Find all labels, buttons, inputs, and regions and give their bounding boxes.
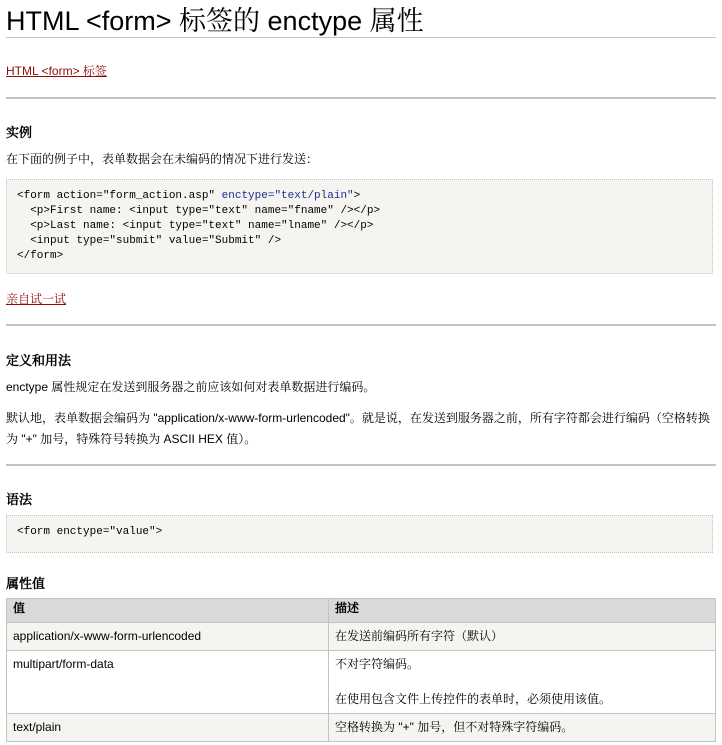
attribute-value-cell (7, 714, 329, 742)
syntax-code-block: <form enctype="value"> (6, 515, 713, 553)
code-line (17, 220, 373, 232)
divider (6, 464, 716, 466)
table-row (7, 651, 716, 714)
example-intro: 在下面的例子中，表单数据会在未编码的情况下进行发送： (6, 152, 319, 166)
column-header-description: 描述 (329, 599, 716, 623)
code-text: <p>Last name: <input type="text" name="lname" /></p> (17, 220, 374, 232)
code-line (17, 235, 281, 247)
divider (6, 324, 716, 326)
form-tag-link[interactable]: HTML <form> 标签 (6, 64, 107, 78)
attribute-value-cell (7, 651, 329, 714)
definition-heading: 定义和用法 (6, 353, 72, 368)
attribute-values-heading: 属性值 (6, 576, 46, 591)
attribute-description-cell (329, 714, 716, 742)
table-header-row (7, 599, 716, 623)
syntax-heading: 语法 (6, 492, 33, 507)
column-header-value: 值 (7, 599, 329, 623)
code-line (17, 250, 63, 262)
attribute-description-cell (329, 623, 716, 651)
example-code-block (6, 179, 713, 274)
divider (6, 97, 716, 99)
table-row (7, 623, 716, 651)
definition-paragraph-1: enctype 属性规定在发送到服务器之前应该如何对表单数据进行编码。 (6, 380, 376, 394)
attribute-description: 不对字符编码。 (335, 657, 420, 671)
attribute-value: application/x-www-form-urlencoded (13, 629, 202, 643)
page-title: HTML <form> 标签的 enctype 属性 (6, 0, 716, 38)
try-it-link[interactable]: 亲自试一试 (6, 292, 67, 306)
code-text: </form> (17, 250, 64, 262)
attribute-value-cell (7, 623, 329, 651)
attribute-description: 在使用包含文件上传控件的表单时，必须使用该值。 (335, 692, 612, 706)
code-text: <form action="form_action.asp" (17, 190, 222, 202)
table-row (7, 714, 716, 742)
attribute-description: 空格转换为 "+" 加号，但不对特殊字符编码。 (335, 720, 574, 734)
code-highlight: enctype="text/plain" (221, 190, 354, 202)
example-heading: 实例 (6, 125, 33, 140)
attribute-value: text/plain (13, 720, 62, 734)
code-text: <input type="submit" value="Submit" /> (17, 235, 282, 247)
attribute-description: 在发送前编码所有字符（默认） (335, 629, 504, 643)
attribute-value: multipart/form-data (13, 657, 114, 671)
code-text: <p>First name: <input type="text" name="fname" /></p> (17, 205, 381, 217)
attribute-values-table (6, 598, 716, 742)
code-line (17, 205, 380, 217)
definition-paragraph-2: 默认地，表单数据会编码为 "application/x-www-form-urlencoded"。就是说，在发送到服务器之前，所有字符都会进行编码（空格转换为 "+" 加号，特殊符号转换为 ASCII HEX 值）。 (6, 411, 710, 446)
attribute-description-cell (329, 651, 716, 714)
code-text: > (353, 190, 361, 202)
code-line (17, 190, 360, 202)
